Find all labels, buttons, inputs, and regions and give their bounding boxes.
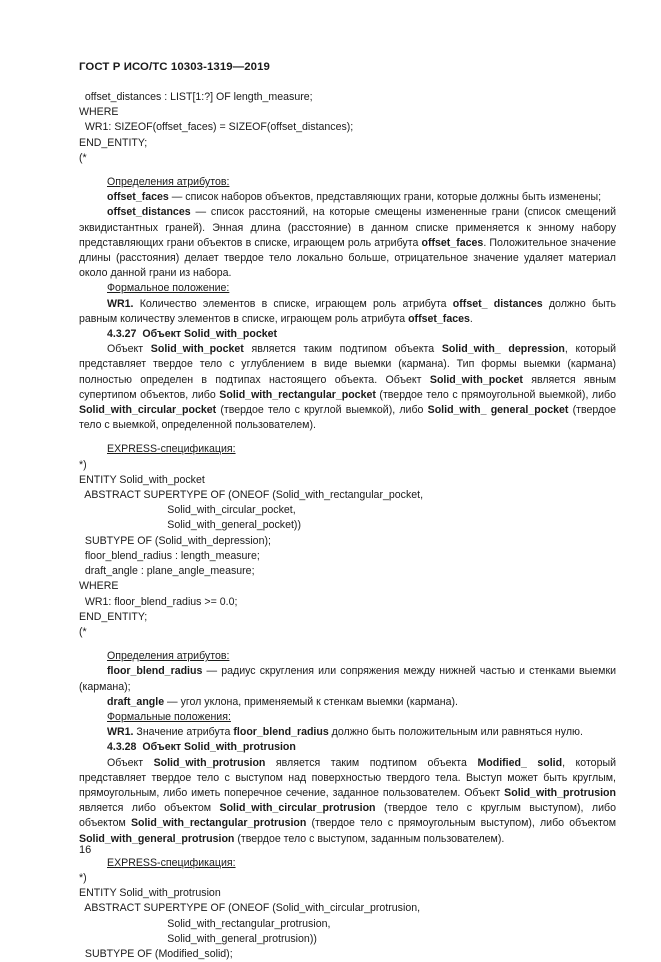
offset-faces-def: offset_faces — список наборов объектов, представляющих грани, которые должны быть изменены;	[107, 191, 602, 204]
express-heading-2: EXPRESS-спецификация:	[107, 856, 236, 869]
formal-heading-2: Формальные положения:	[107, 710, 231, 723]
code-line: (*	[79, 625, 87, 638]
code-line: SUBTYPE OF (Solid_with_depression);	[79, 534, 271, 547]
code-line: draft_angle : plane_angle_measure;	[79, 565, 255, 578]
draft-angle-def: draft_angle — угол уклона, применяемый к стенкам выемки (кармана).	[107, 695, 458, 708]
protrusion-description: Объект Solid_with_protrusion является таким подтипом объекта Modified_ solid, который представляет твердое тело с выступом над поверхностью твердого тела. Выступ может быть круглым, прямоугольным, либо иметь поперечное сечение, заданное пользователем. Объект Solid_with_protrusion является либо объектом Solid_with_circular_protrusion (твердое тело с круглым выступом), либо объектом Solid_with_rectangular_protrusion (твердое тело с прямоугольным выступом), либо объектом Solid_with_general_protrusion (твердое тело с выступом, заданным пользователем).	[79, 756, 616, 845]
code-line: (*	[79, 151, 87, 164]
section-4-3-28-heading: 4.3.28 Объект Solid_with_protrusion	[107, 741, 296, 754]
floor-blend-radius-def: floor_blend_radius — радиус скругления или сопряжения между нижней частью и стенками выемки (кармана);	[79, 665, 616, 693]
code-block-3	[79, 871, 616, 962]
code-line: WR1: SIZEOF(offset_faces) = SIZEOF(offset_distances);	[79, 121, 354, 134]
pocket-description: Объект Solid_with_pocket является таким подтипом объекта Solid_with_ depression, который представляет твердое тело с углублением в виде выемки (кармана). Тип формы выемки (кармана) полностью определен в подтипах настоящего объекта. Объект Solid_with_pocket является явным супертипом объектов, либо Solid_with_rectangular_pocket (твердое тело с прямоугольной выемкой), либо Solid_with_circular_pocket (твердое тело с круглой выемкой), либо Solid_with_ general_pocket (твердое тело с выемкой, определенной пользователем).	[79, 343, 617, 432]
code-line: WHERE	[79, 580, 119, 593]
code-line: ABSTRACT SUPERTYPE OF (ONEOF (Solid_with_rectangular_pocket,	[79, 489, 424, 502]
code-block-1	[79, 90, 616, 166]
code-line: ENTITY Solid_with_protrusion	[79, 887, 221, 900]
code-line: Solid_with_rectangular_protrusion,	[79, 917, 331, 930]
code-line: ABSTRACT SUPERTYPE OF (ONEOF (Solid_with_circular_protrusion,	[79, 902, 421, 915]
document-header: ГОСТ Р ИСО/ТС 10303-1319—2019	[79, 61, 270, 73]
code-line: WHERE	[79, 106, 119, 119]
page-number: 16	[79, 844, 92, 856]
wr1-rule: WR1. Количество элементов в списке, играющем роль атрибута offset_ distances должно быть равным количеству элементов в списке, играющем роль атрибута offset_faces.	[79, 297, 616, 325]
code-line: END_ENTITY;	[79, 610, 148, 623]
code-line: SUBTYPE OF (Modified_solid);	[79, 947, 233, 960]
code-line: *)	[79, 871, 87, 884]
code-block-2	[79, 458, 616, 640]
code-line: ENTITY Solid_with_pocket	[79, 473, 205, 486]
code-line: Solid_with_circular_pocket,	[79, 504, 296, 517]
attr-def-heading: Определения атрибутов:	[107, 176, 230, 189]
code-line: END_ENTITY;	[79, 136, 148, 149]
page-content	[79, 90, 616, 962]
code-line: Solid_with_general_pocket))	[79, 519, 301, 532]
formal-heading: Формальное положение:	[107, 282, 230, 295]
code-line: offset_distances : LIST[1:?] OF length_measure;	[79, 91, 313, 103]
code-line: *)	[79, 458, 87, 471]
code-line: WR1: floor_blend_radius >= 0.0;	[79, 595, 238, 608]
wr1-rule-2: WR1. Значение атрибута floor_blend_radius должно быть положительным или равняться нулю.	[107, 726, 583, 739]
offset-distances-def: offset_distances — список расстояний, на которые смещены измененные грани (список смещений эквидистантных граней). Энная длина (расстояние) в данном списке применяется к энному набору представляющих грани объектов в списке, играющем роль атрибута offset_faces. Положительное значение длины (расстояния) делает твердое тело локально больше, отрицательное значение удаляет материал около данной грани из набора.	[79, 206, 616, 280]
code-line: floor_blend_radius : length_measure;	[79, 549, 260, 562]
attr-def-heading-2: Определения атрибутов:	[107, 650, 230, 663]
express-heading: EXPRESS-спецификация:	[107, 443, 236, 456]
section-4-3-27-heading: 4.3.27 Объект Solid_with_pocket	[107, 328, 278, 341]
code-line: Solid_with_general_protrusion))	[79, 932, 317, 945]
